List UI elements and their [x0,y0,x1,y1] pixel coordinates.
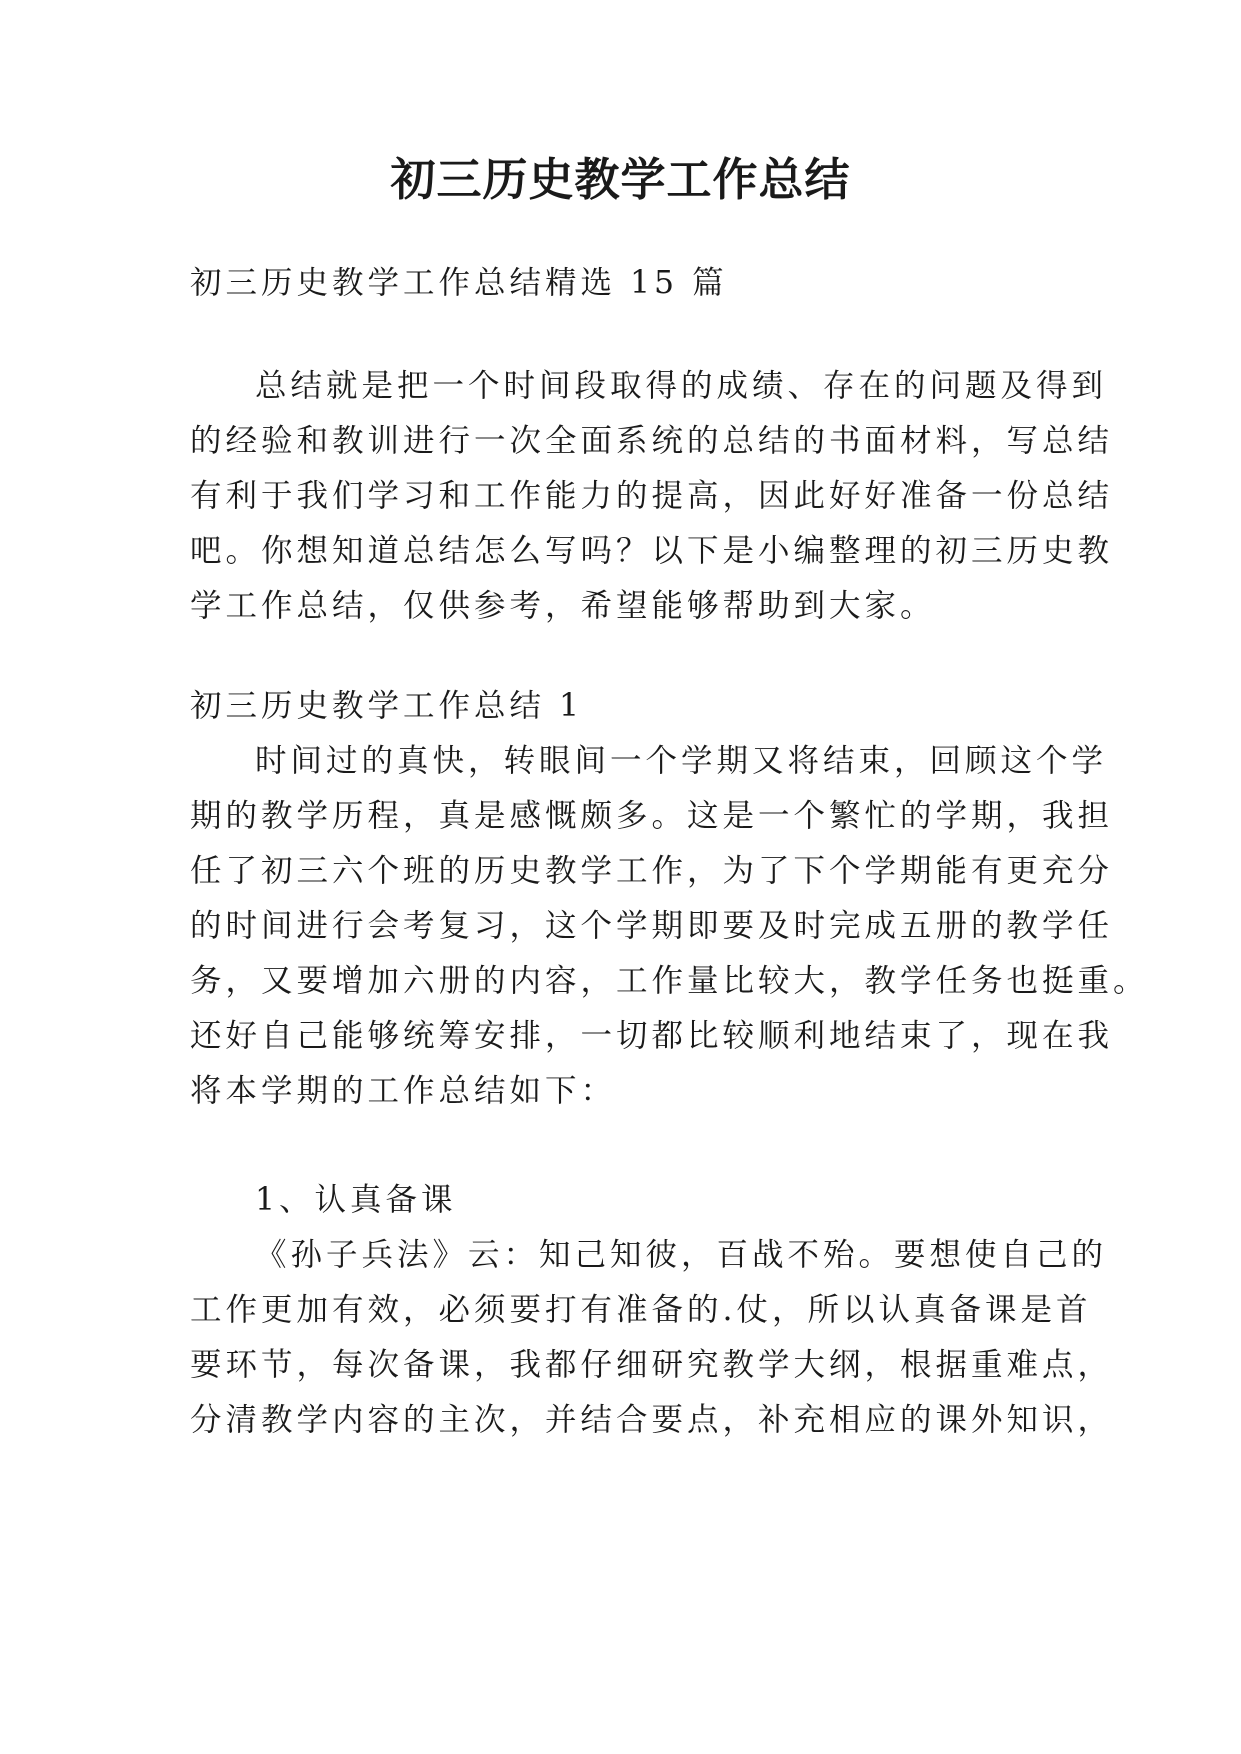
body-line: 时间过的真快，转眼间一个学期又将结束，回顾这个学 [255,743,1108,779]
intro-line: 学工作总结，仅供参考，希望能够帮助到大家。 [190,588,936,624]
body-line: 《孙子兵法》云：知己知彼，百战不殆。要想使自己的 [255,1237,1108,1273]
document-title: 初三历史教学工作总结 [390,153,851,206]
body-line: 期的教学历程，真是感慨颇多。这是一个繁忙的学期，我担 [190,798,1114,834]
intro-line: 吧。你想知道总结怎么写吗？以下是小编整理的初三历史教 [190,533,1114,569]
intro-line: 的经验和教训进行一次全面系统的总结的书面材料，写总结 [190,423,1114,459]
intro-line: 总结就是把一个时间段取得的成绩、存在的问题及得到 [255,368,1108,404]
intro-line: 有利于我们学习和工作能力的提高，因此好好准备一份总结 [190,478,1114,514]
body-line: 工作更加有效，必须要打有准备的.仗，所以认真备课是首 [190,1292,1092,1328]
document-subtitle: 初三历史教学工作总结精选 15 篇 [190,265,728,301]
body-line: 务，又要增加六册的内容，工作量比较大，教学任务也挺重。 [190,963,1149,999]
body-line: 的时间进行会考复习，这个学期即要及时完成五册的教学任 [190,908,1114,944]
point-heading: 1、认真备课 [255,1182,457,1218]
body-line: 分清教学内容的主次，并结合要点，补充相应的课外知识， [190,1402,1114,1438]
body-line: 要环节，每次备课，我都仔细研究教学大纲，根据重难点， [190,1347,1114,1383]
section-heading: 初三历史教学工作总结 1 [190,688,584,724]
body-line: 将本学期的工作总结如下： [190,1073,617,1109]
body-line: 还好自己能够统筹安排，一切都比较顺利地结束了，现在我 [190,1018,1114,1054]
body-line: 任了初三六个班的历史教学工作，为了下个学期能有更充分 [190,853,1114,889]
